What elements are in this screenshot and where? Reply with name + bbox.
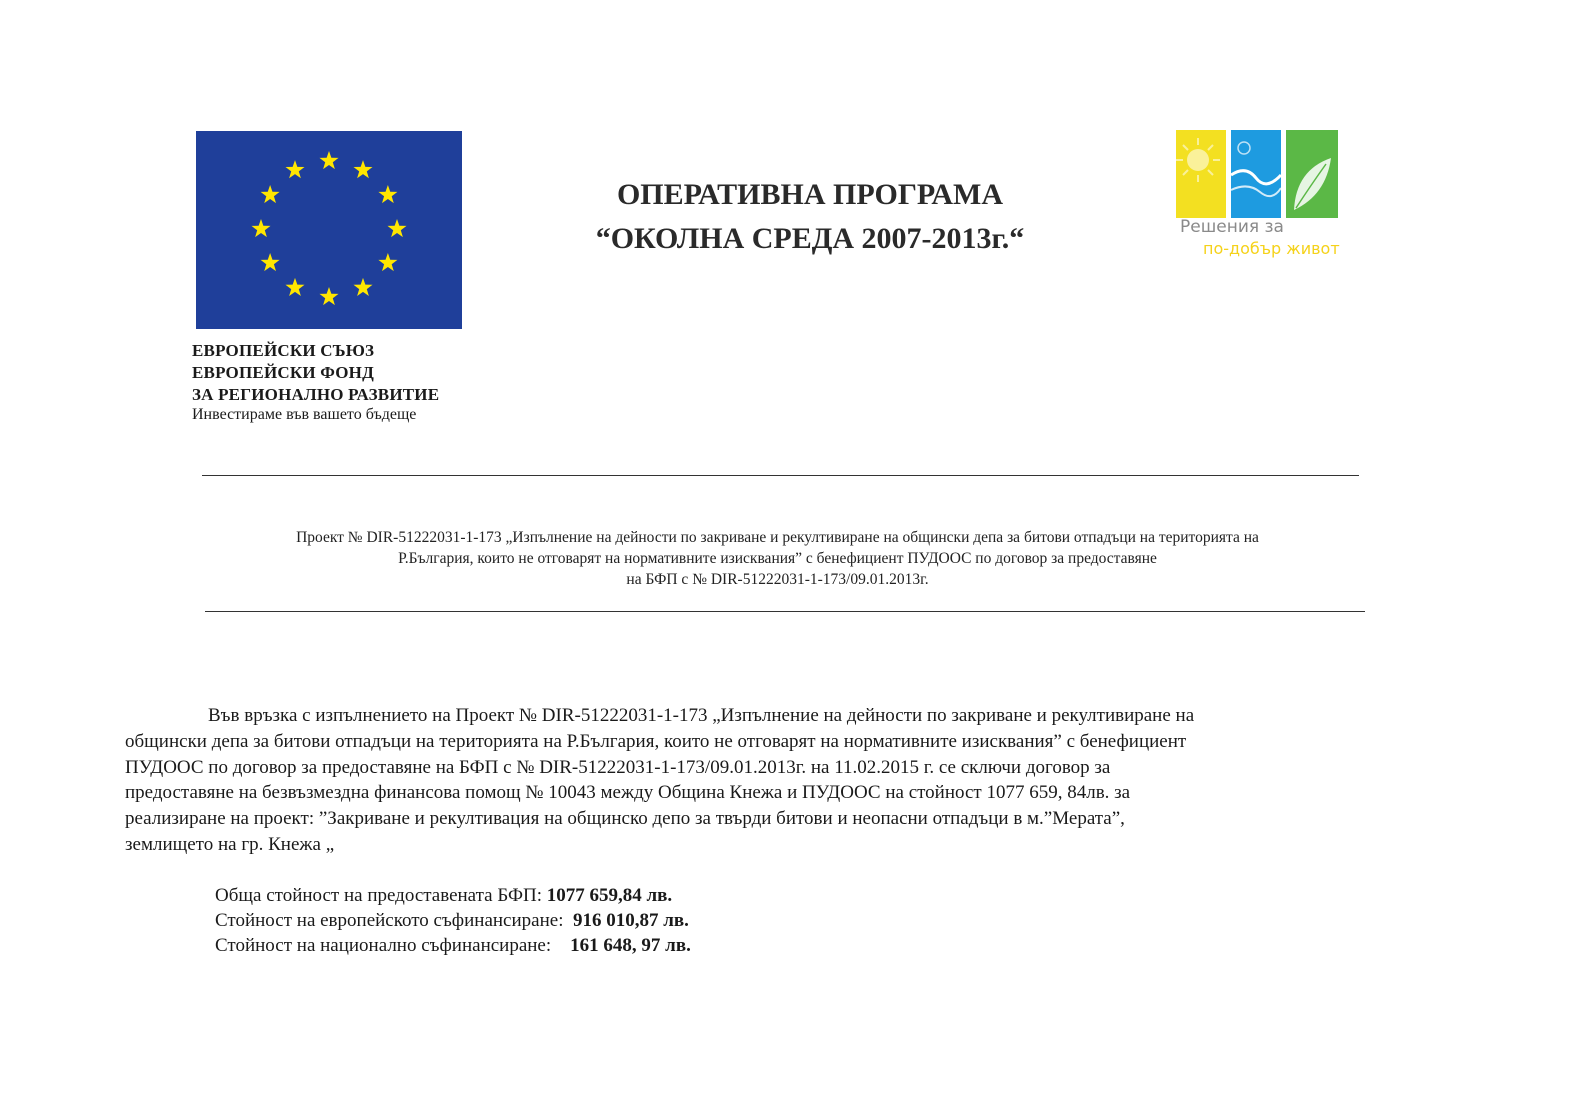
national-cofinancing-row <box>215 935 691 957</box>
top-divider <box>202 475 1359 476</box>
program-title-line2: “ОКОЛНА СРЕДА 2007-2013г.“ <box>595 222 1025 255</box>
eu-flag-graphic <box>196 131 462 329</box>
bottom-divider <box>205 611 1365 612</box>
total-value-row <box>215 885 672 907</box>
body-line-2: общински депа за битови отпадъци на територията на Р.България, които не отговарят на нормативните изисквания” с бенефициент <box>125 731 1187 752</box>
program-title-line1: ОПЕРАТИВНА ПРОГРАМА <box>616 178 1004 211</box>
body-line-1: Във връзка с изпълнението на Проект № DIR-51222031-1-173 „Изпълнение на дейности по закриване и рекултивиране на <box>208 705 1195 726</box>
national-cofinancing-label: Стойност на национално съфинансиране: <box>215 935 571 956</box>
total-value-label: Обща стойност на предоставената БФП: <box>215 885 547 906</box>
water-panel <box>1231 130 1281 218</box>
eu-union-label: ЕВРОПЕЙСКИ СЪЮЗ <box>192 341 375 360</box>
project-line3: на БФП с № DIR-51222031-1-173/09.01.2013г. <box>626 571 929 588</box>
ope-slogan-line1: Решения за <box>1180 217 1284 237</box>
ope-logo-graphic <box>1176 130 1338 218</box>
eu-cofinancing-label: Стойност на европейското съфинансиране: <box>215 910 573 931</box>
body-line-4: предоставяне на безвъзмездна финансова помощ № 10043 между Община Кнежа и ПУДООС на стойност 1077 659, 84лв. за <box>125 782 1131 803</box>
national-cofinancing-amount: 161 648, 97 лв. <box>570 935 691 956</box>
ope-slogan-line2: по-добър живот <box>1203 239 1340 258</box>
body-line-6: землището на гр. Кнежа „ <box>125 834 335 855</box>
body-line-3: ПУДООС по договор за предоставяне на БФП с № DIR-51222031-1-173/09.01.2013г. на 11.02.2015 г. се сключи договор за <box>125 757 1111 778</box>
eu-cofinancing-row <box>215 910 689 932</box>
project-line2: Р.България, които не отговарят на нормативните изисквания” с бенефициент ПУДООС по договор за предоставяне <box>398 550 1157 567</box>
eu-regional-label: ЗА РЕГИОНАЛНО РАЗВИТИЕ <box>192 385 440 404</box>
ope-environment-logo <box>1176 130 1338 218</box>
body-line-5: реализиране на проект: ”Закриване и рекултивация на общинско депо за твърди битови и неопасни отпадъци в м.”Мерата”, <box>125 808 1125 829</box>
sun-icon <box>1187 149 1209 171</box>
project-line1: Проект № DIR-51222031-1-173 „Изпълнение на дейности по закриване и рекултивиране на общински депа за битови отпадъци на територията на <box>296 529 1259 546</box>
eu-slogan: Инвестираме във вашето бъдеще <box>192 406 417 423</box>
eu-fund-label: ЕВРОПЕЙСКИ ФОНД <box>192 363 374 382</box>
total-value-amount: 1077 659,84 лв. <box>546 885 673 906</box>
eu-cofinancing-amount: 916 010,87 лв. <box>572 910 689 931</box>
eu-flag-logo <box>196 131 462 329</box>
